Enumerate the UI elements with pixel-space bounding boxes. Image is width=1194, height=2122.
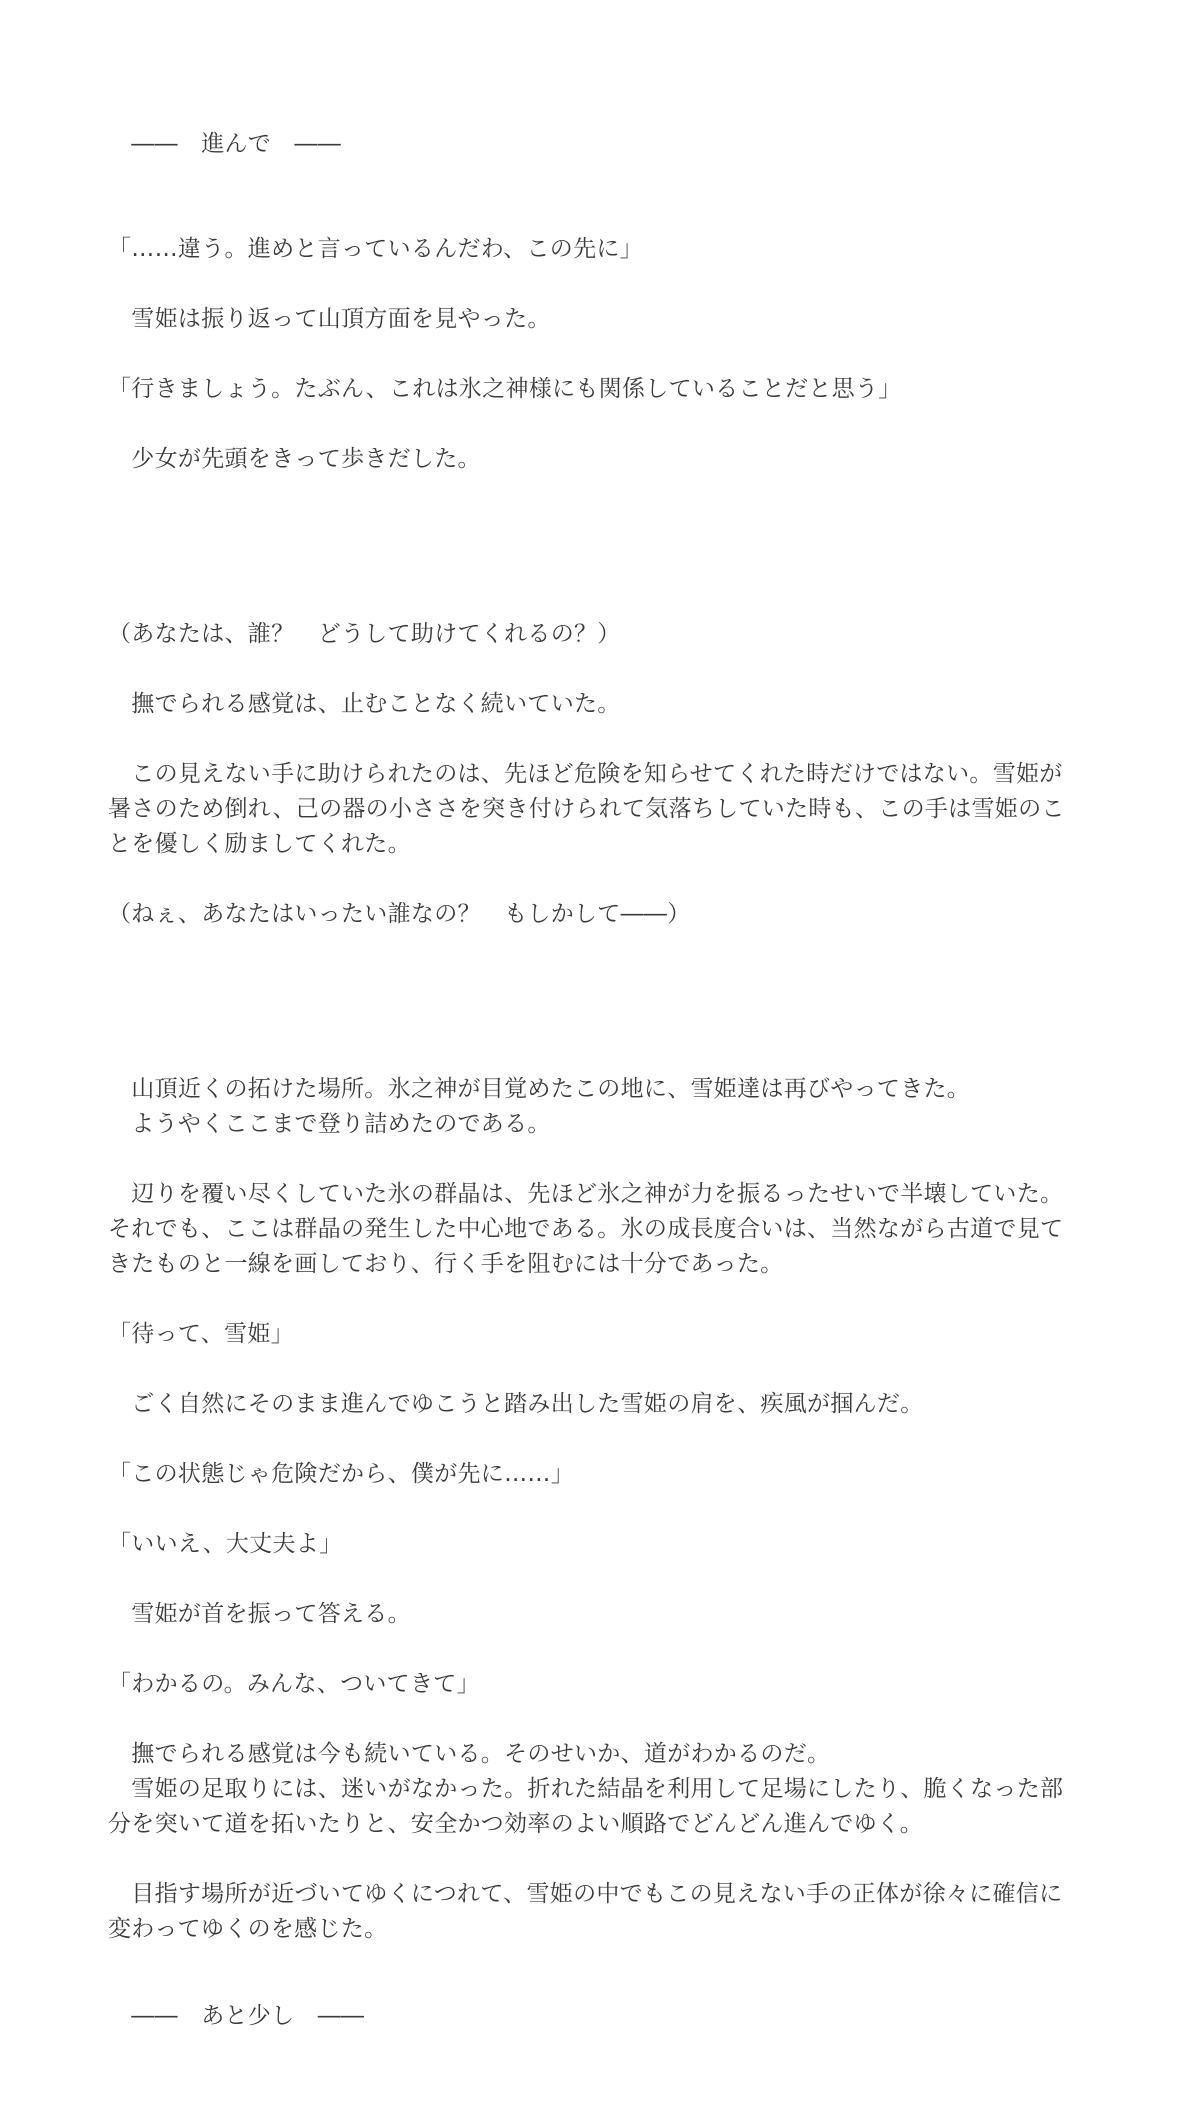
narration: 雪姫は振り返って山頂方面を見やった。 [108, 306, 551, 332]
narration: 雪姫が首を振って答える。 [108, 1601, 411, 1627]
narration: 撫でられる感覚は、止むことなく続いていた。 [108, 691, 621, 717]
narration: 少女が先頭をきって歩きだした。 [108, 446, 481, 472]
narration: ごく自然にそのまま進んでゆこうと踏み出した雪姫の肩を、疾風が掴んだ。 [108, 1391, 924, 1417]
narration: 辺りを覆い尽くしていた氷の群晶は、先ほど氷之神が力を振るったせいで半壊していた。それでも、ここは群晶の発生した中心地である。氷の成長度合いは、当然ながら古道で見てきたものと一線を画しており、行く手を阻むには十分であった。 [108, 1181, 1064, 1277]
dialogue: 「行きましょう。たぶん、これは氷之神様にも関係していることだと思う」 [108, 376, 902, 402]
dialogue: 「待って、雪姫」 [108, 1321, 294, 1347]
section-heading: ―― 進んで ―― [108, 131, 341, 157]
dialogue: 「……違う。進めと言っているんだわ、この先に」 [108, 236, 643, 262]
narration: この見えない手に助けられたのは、先ほど危険を知らせてくれた時だけではない。雪姫が暑さのため倒れ、己の器の小ささを突き付けられて気落ちしていた時も、この手は雪姫のことを優しく励ましてくれた。 [108, 761, 1065, 857]
inner-monologue: （ねぇ、あなたはいったい誰なの？ もしかして――） [108, 901, 691, 927]
inner-monologue: （あなたは、誰？ どうして助けてくれるの？） [108, 621, 621, 647]
narration: 撫でられる感覚は今も続いている。そのせいか、道がわかるのだ。 雪姫の足取りには、迷いがなかった。折れた結晶を利用して足場にしたり、脆くなった部分を突いて道を拓いたりと、安全かつ効率のよい順路でどんどん進んでゆく。 [108, 1741, 1064, 1837]
section-heading: ―― あと少し ―― [108, 2003, 365, 2029]
dialogue: 「いいえ、大丈夫よ」 [108, 1531, 343, 1557]
dialogue: 「わかるの。みんな、ついてきて」 [108, 1671, 480, 1697]
narration: 山頂近くの拓けた場所。氷之神が目覚めたこの地に、雪姫達は再びやってきた。 ようやくここまで登り詰めたのである。 [131, 1076, 971, 1137]
dialogue: 「この状態じゃ危険だから、僕が先に……」 [108, 1461, 574, 1487]
narration: 目指す場所が近づいてゆくにつれて、雪姫の中でもこの見えない手の正体が徐々に確信に変わってゆくのを感じた。 [108, 1881, 1063, 1942]
